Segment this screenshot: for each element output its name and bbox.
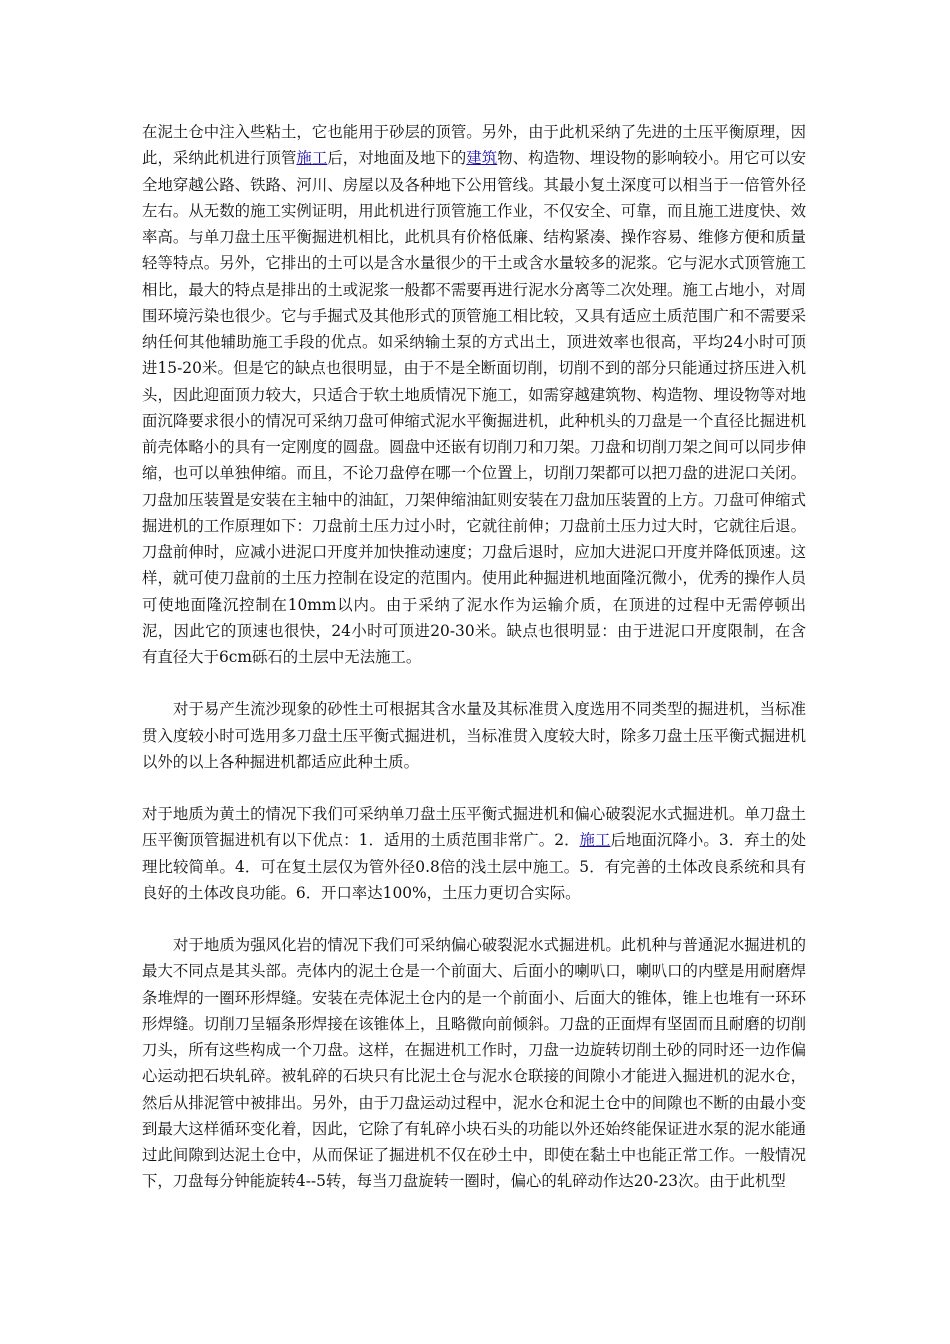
- paragraph-3: [142, 801, 806, 906]
- paragraph-gap: [142, 906, 806, 932]
- paragraph-gap: [142, 670, 806, 696]
- document-body: [142, 119, 806, 1195]
- text-run: 对于地质为强风化岩的情况下我们可采纳偏心破裂泥水式掘进机。此机种与普通泥水掘进机的最大不同点是其头部。壳体内的泥土仓是一个前面大、后面小的喇叭口，喇叭口的内壁是用耐磨焊条堆焊的一圈环形焊缝。安装在壳体泥土仓内的是一个前面小、后面大的锥体，锥上也堆有一环环形焊缝。切削刀呈辐条形焊接在该锥体上，且略微向前倾斜。刀盘的正面焊有坚固而且耐磨的切削刀头，所有这些构成一个刀盘。这样，在掘进机工作时，刀盘一边旋转切削土砂的同时还一边作偏心运动把石块轧碎。被轧碎的石块只有比泥土仓与泥水仓联接的间隙小才能进入掘进机的泥水仓，然后从排泥管中被排出。另外，由于刀盘运动过程中，泥水仓和泥土仓中的间隙也不断的由最小变到最大这样循环变化着，因此，它除了有轧碎小块石头的功能以外还始终能保证进水泵的泥水能通过此间隙到达泥土仓中，从而保证了掘进机不仅在砂土中，即使在黏土中也能正常工作。一般情况下，刀盘每分钟能旋转4--5转，每当刀盘旋转一圈时，偏心的轧碎动作达20-23次。由于此机型: [142, 936, 806, 1191]
- paragraph-1: [142, 119, 806, 670]
- inline-link[interactable]: 施工: [296, 149, 328, 168]
- text-run: 对于易产生流沙现象的砂性土可根据其含水量及其标准贯入度选用不同类型的掘进机，当标准贯入度较小时可选用多刀盘土压平衡式掘进机，当标准贯入度较大时，除多刀盘土压平衡式掘进机以外的以上各种掘进机都适应此种土质。: [142, 700, 806, 771]
- text-run: 后地面沉降小。3．弃土的处理比较简单。4．可在复土层仅为管外径0.8倍的浅土层中施工。5．有完善的土体改良系统和具有良好的土体改良功能。6．开口率达100%，土压力更切合实际。: [142, 831, 806, 902]
- inline-link[interactable]: 施工: [579, 831, 611, 850]
- text-run: 物、构造物、埋设物的影响较小。用它可以安全地穿越公路、铁路、河川、房屋以及各种地下公用管线。其最小复土深度可以相当于一倍管外径左右。从无数的施工实例证明，用此机进行顶管施工作业，不仅安全、可靠，而且施工进度快、效率高。与单刀盘土压平衡掘进机相比，此机具有价格低廉、结构紧凑、操作容易、维修方便和质量轻等特点。另外，它排出的土可以是含水量很少的干土或含水量较多的泥浆。它与泥水式顶管施工相比，最大的特点是排出的土或泥浆一般都不需要再进行泥水分离等二次处理。施工占地小，对周围环境污染也很少。它与手掘式及其他形式的顶管施工相比较，又具有适应土质范围广和不需要采纳任何其他辅助施工手段的优点。如采纳输土泵的方式出土，顶进效率也很高，平均24小时可顶进15-20米。但是它的缺点也很明显，由于不是全断面切削，切削不到的部分只能通过挤压进入机头，因此迎面顶力较大，只适合于软土地质情况下施工，如需穿越建筑物、构造物、埋设物等对地面沉降要求很小的情况可采纳刀盘可伸缩式泥水平衡掘进机，此种机头的刀盘是一个直径比掘进机前壳体略小的具有一定刚度的圆盘。圆盘中还嵌有切削刀和刀架。刀盘和切削刀架之间可以同步伸缩，也可以单独伸缩。而且，不论刀盘停在哪一个位置上，切削刀架都可以把刀盘的进泥口关闭。刀盘加压装置是安装在主轴中的油缸，刀架伸缩油缸则安装在刀盘加压装置的上方。刀盘可伸缩式掘进机的工作原理如下：刀盘前土压力过小时，它就往前伸；刀盘前土压力过大时，它就往后退。刀盘前伸时，应减小进泥口开度并加快推动速度；刀盘后退时，应加大进泥口开度并降低顶速。这样，就可使刀盘前的土压力控制在设定的范围内。使用此种掘进机地面隆沉微小，优秀的操作人员可使地面隆沉控制在10mm以内。由于采纳了泥水作为运输介质，在顶进的过程中无需停顿出泥，因此它的顶速也很快，24小时可顶进20-30米。缺点也很明显：由于进泥口开度限制，在含有直径大于6cm砾石的土层中无法施工。: [142, 149, 806, 666]
- text-run: 后，对地面及地下的: [327, 149, 467, 168]
- paragraph-gap: [142, 775, 806, 801]
- paragraph-2: [142, 696, 806, 775]
- text-run: 在泥土仓中注入些粘土，它也能用于砂层的顶管。另外，由于此机采纳了先进的土压平衡原理，因此，采纳此机进行顶管: [142, 123, 806, 168]
- inline-link[interactable]: 建筑: [466, 149, 498, 168]
- paragraph-4: [142, 932, 806, 1195]
- text-run: 对于地质为黄土的情况下我们可采纳单刀盘土压平衡式掘进机和偏心破裂泥水式掘进机。单刀盘土压平衡顶管掘进机有以下优点：1．适用的土质范围非常广。2．: [142, 805, 806, 850]
